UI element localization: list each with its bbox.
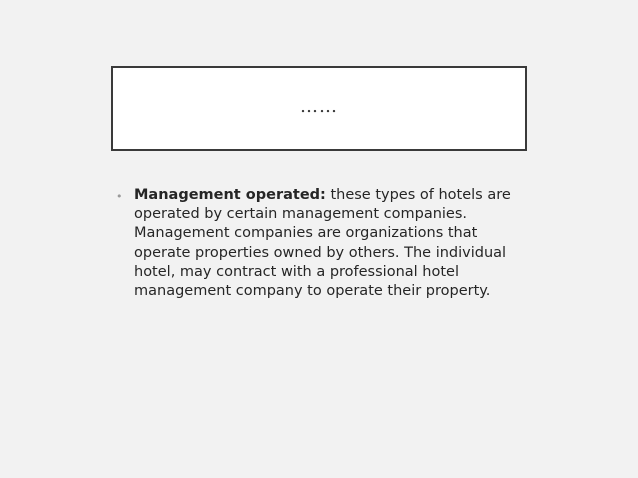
bullet-lead: Management operated: [134, 187, 326, 203]
bullet-body: these types of hotels are operated by certain management companies. Management companies are organizations that operate properties owned by others. The individual hotel, may contract with a professional hotel management company to operate their property. [134, 187, 511, 300]
bullet-icon: • [116, 190, 123, 203]
slide-title-box [111, 66, 527, 151]
bullet-item [116, 186, 516, 301]
slide-title: …… [300, 96, 338, 117]
bullet-text [134, 186, 516, 301]
slide-content [116, 186, 516, 301]
